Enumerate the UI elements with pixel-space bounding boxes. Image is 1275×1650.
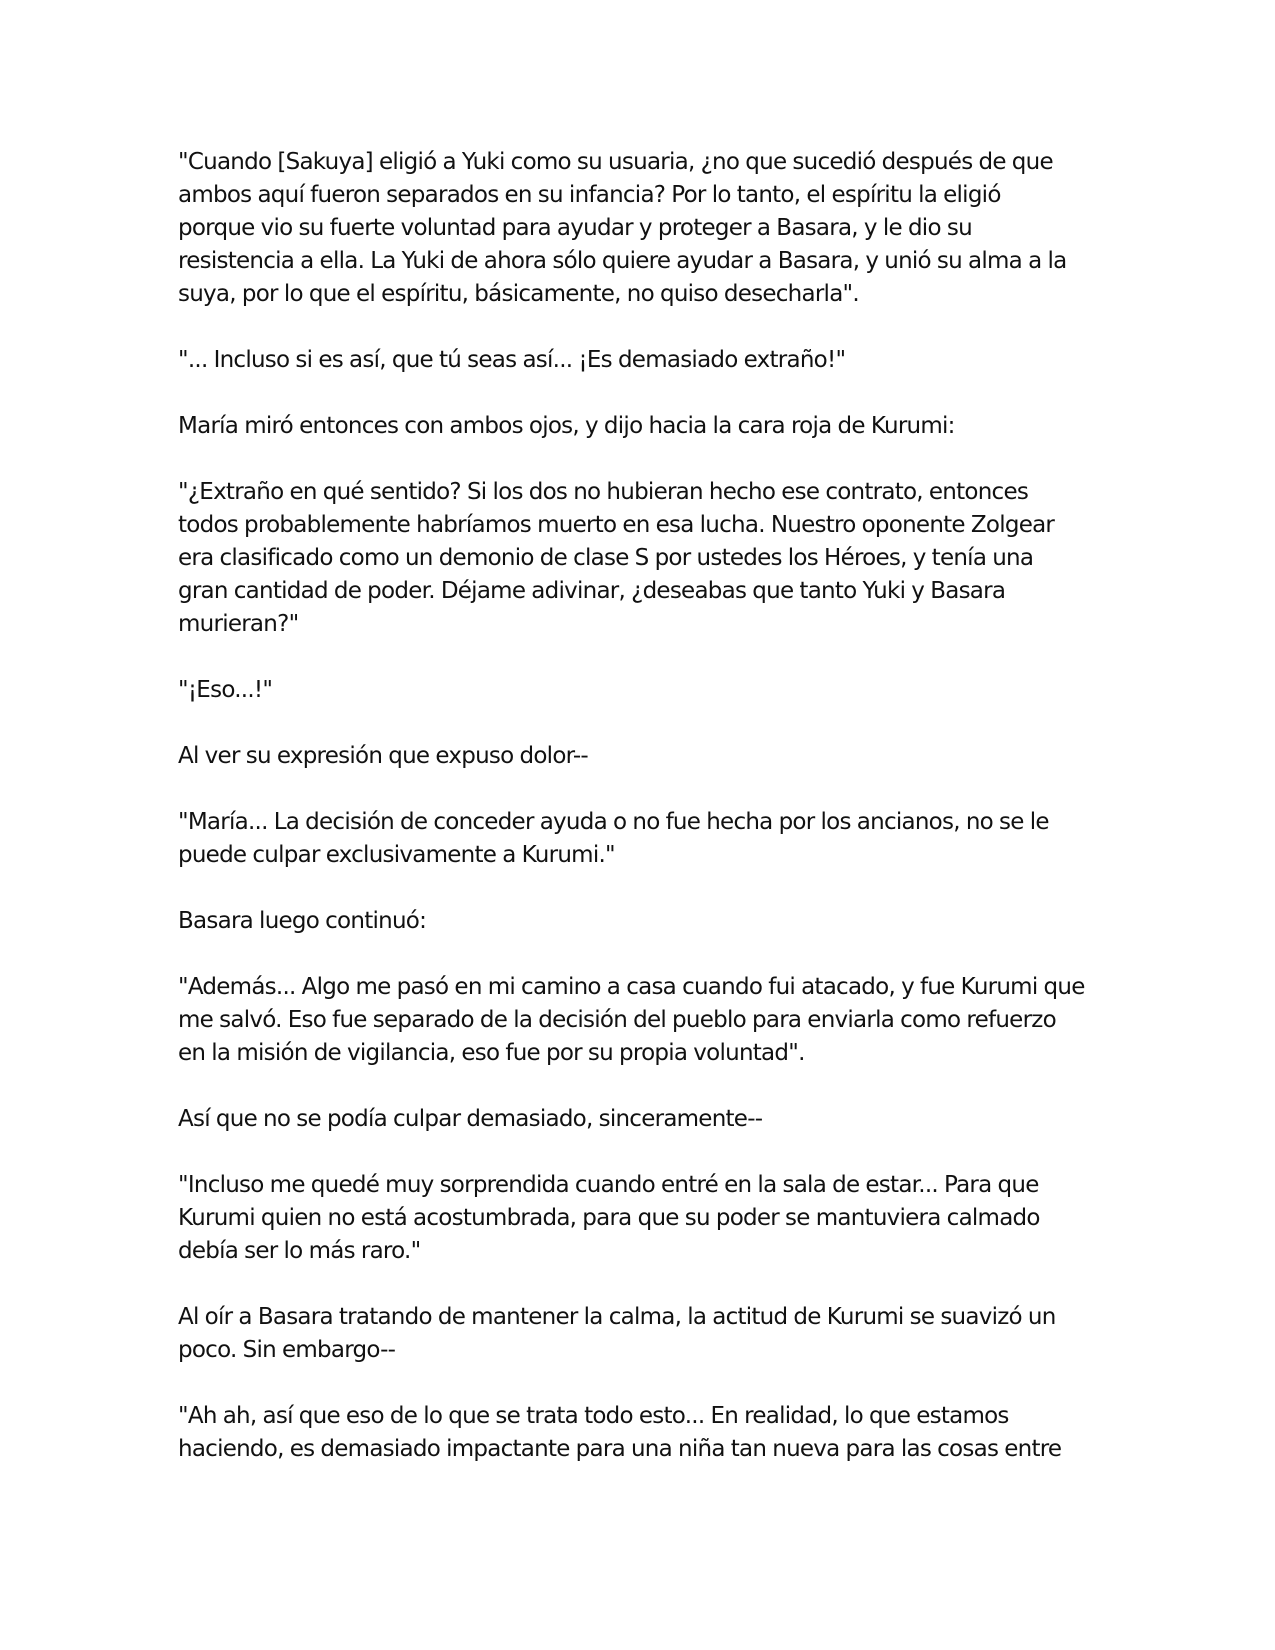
paragraph-spacer (178, 872, 1108, 905)
paragraph-spacer (178, 707, 1108, 740)
paragraph (178, 740, 1108, 773)
text-line: murieran?" (178, 611, 299, 637)
text-line: ambos aquí fueron separados en su infancia? Por lo tanto, el espíritu la eligió (178, 182, 1001, 208)
paragraph-spacer (178, 311, 1108, 344)
document-body (178, 146, 1108, 1466)
text-line: Al oír a Basara tratando de mantener la calma, la actitud de Kurumi se suavizó un (178, 1304, 1056, 1330)
text-line: Al ver su expresión que expuso dolor-- (178, 743, 588, 769)
paragraph-spacer (178, 1136, 1108, 1169)
paragraph-spacer (178, 1070, 1108, 1103)
paragraph (178, 1169, 1108, 1268)
text-line: era clasificado como un demonio de clase S por ustedes los Héroes, y tenía una (178, 545, 1034, 571)
text-line: suya, por lo que el espíritu, básicamente, no quiso desecharla". (178, 281, 859, 307)
paragraph (178, 1103, 1108, 1136)
text-line: me salvó. Eso fue separado de la decisión del pueblo para enviarla como refuerzo (178, 1007, 1056, 1033)
text-line: "¡Eso...!" (178, 677, 273, 703)
paragraph (178, 674, 1108, 707)
paragraph (178, 476, 1108, 641)
paragraph-spacer (178, 1367, 1108, 1400)
text-line: haciendo, es demasiado impactante para una niña tan nueva para las cosas entre (178, 1436, 1062, 1462)
text-line: Así que no se podía culpar demasiado, sinceramente-- (178, 1106, 763, 1132)
paragraph-spacer (178, 377, 1108, 410)
text-line: resistencia a ella. La Yuki de ahora sólo quiere ayudar a Basara, y unió su alma a la (178, 248, 1067, 274)
paragraph (178, 806, 1108, 872)
text-line: todos probablemente habríamos muerto en esa lucha. Nuestro oponente Zolgear (178, 512, 1055, 538)
text-line: en la misión de vigilancia, eso fue por su propia voluntad". (178, 1040, 805, 1066)
text-line: Kurumi quien no está acostumbrada, para que su poder se mantuviera calmado (178, 1205, 1040, 1231)
paragraph (178, 971, 1108, 1070)
paragraph-spacer (178, 1268, 1108, 1301)
text-line: puede culpar exclusivamente a Kurumi." (178, 842, 615, 868)
paragraph (178, 344, 1108, 377)
text-line: "... Incluso si es así, que tú seas así... ¡Es demasiado extraño!" (178, 347, 846, 373)
paragraph (178, 146, 1108, 311)
paragraph (178, 410, 1108, 443)
paragraph-spacer (178, 443, 1108, 476)
text-line: "María... La decisión de conceder ayuda o no fue hecha por los ancianos, no se le (178, 809, 1049, 835)
paragraph (178, 1400, 1108, 1466)
paragraph (178, 905, 1108, 938)
text-line: poco. Sin embargo-- (178, 1337, 396, 1363)
text-line: "Incluso me quedé muy sorprendida cuando entré en la sala de estar... Para que (178, 1172, 1039, 1198)
paragraph-spacer (178, 641, 1108, 674)
text-line: debía ser lo más raro." (178, 1238, 421, 1264)
text-line: "Cuando [Sakuya] eligió a Yuki como su usuaria, ¿no que sucedió después de que (178, 149, 1053, 175)
text-line: Basara luego continuó: (178, 908, 427, 934)
paragraph-spacer (178, 938, 1108, 971)
text-line: "Ah ah, así que eso de lo que se trata todo esto... En realidad, lo que estamos (178, 1403, 1009, 1429)
text-line: gran cantidad de poder. Déjame adivinar, ¿deseabas que tanto Yuki y Basara (178, 578, 1006, 604)
paragraph (178, 1301, 1108, 1367)
paragraph-spacer (178, 773, 1108, 806)
text-line: "¿Extraño en qué sentido? Si los dos no hubieran hecho ese contrato, entonces (178, 479, 1029, 505)
text-line: "Además... Algo me pasó en mi camino a casa cuando fui atacado, y fue Kurumi que (178, 974, 1085, 1000)
text-line: María miró entonces con ambos ojos, y dijo hacia la cara roja de Kurumi: (178, 413, 955, 439)
text-line: porque vio su fuerte voluntad para ayudar y proteger a Basara, y le dio su (178, 215, 972, 241)
